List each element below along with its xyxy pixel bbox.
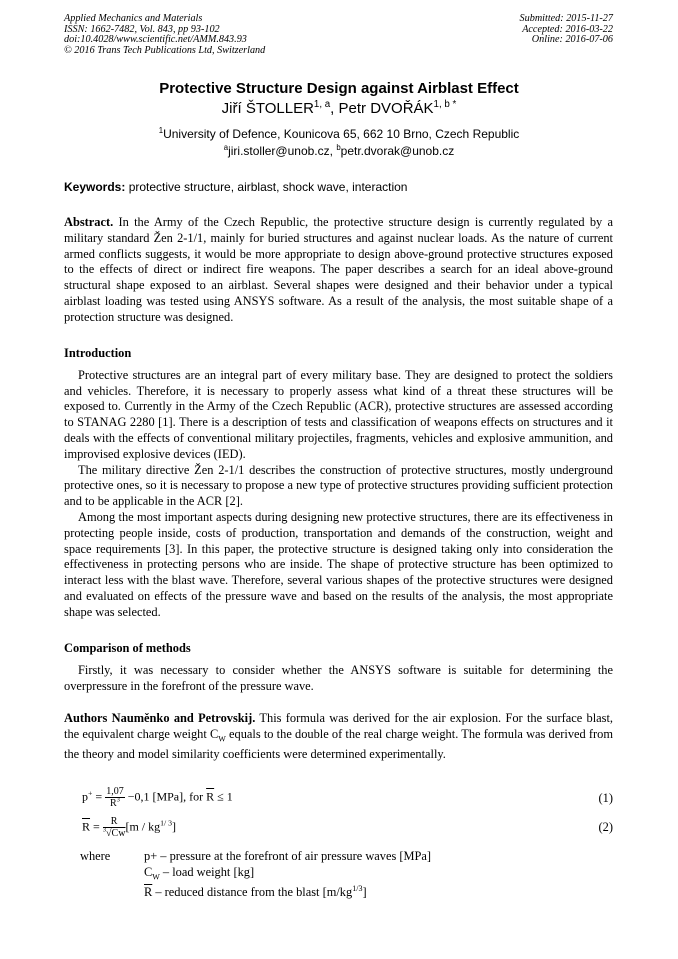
eq1-den: $\overline{R}$ [109, 798, 117, 809]
abstract [64, 215, 613, 326]
authors [0, 100, 678, 117]
abstract-text: In the Army of the Czech Republic, the protective structure design is currently regulated by a military standard Žen 2-1/1, mainly for buried structures and against nuclear loads. As the nature of current armed conflicts suggests, it would be more appropriate to design above-ground protective structures exposed to the effects of direct or indirect fire weapons. The paper describes a search for an ideal above-ground structural shape exposed to an airblast. Several shapes were designed and their behavior under a typical airblast loading was tested using ANSYS software. As a result of the analysis, the most suitable shape of a protection structure was designed. [64, 215, 613, 324]
eq1-eq: = [92, 789, 106, 804]
comparison-heading: Comparison of methods [64, 641, 191, 655]
intro-paragraph: Among the most important aspects during designing new protective structures, there are its effectiveness in protecting people inside, costs of production, transportation and demands of the construction, weight and space requirements [3]. In this paper, the protective structure is designed taking only into consideration the effectiveness in protecting persons who are inside. The shape of protective structure has been optimized to interact less with the blast wave. Therefore, several various shapes of the protective structures were designed and evaluated on effects of the pressure wave and based on the results of the analysis, the most appropriate shape was selected. [64, 509, 613, 619]
keywords-text: protective structure, airblast, shock wave, interaction [125, 180, 408, 194]
eq2-root-index: 3 [102, 826, 107, 834]
author-sep: , [330, 100, 339, 117]
copyright: © 2016 Trans Tech Publications Ltd, Switzerland [64, 44, 266, 56]
eq2-lhs: $\overline{R}$ [82, 819, 91, 834]
eq2-fraction: $\frac{R}{^3√Cw}$ [102, 816, 126, 839]
def-r-end: ] [362, 885, 367, 900]
def-p-sym: p+ [144, 849, 158, 863]
eq2-number: (2) [598, 820, 613, 834]
def-p-text: – pressure at the forefront of air pressure waves [MPa] [157, 849, 432, 863]
introduction-section [64, 346, 613, 621]
eq1-num: 1,07 [106, 786, 124, 797]
eq1-lhs-sup: + [88, 788, 93, 798]
eq1-fraction [105, 786, 125, 809]
email-b-sup: b [336, 143, 341, 152]
def-r-sym: $\overline{R}$ [144, 885, 153, 900]
def-cw-text: – load weight [kg] [159, 864, 255, 879]
eq2-eq: = [90, 819, 103, 834]
where-label: where [80, 849, 111, 863]
eq1-r: $\overline{R}$ [206, 789, 215, 804]
keywords-label: Keywords: [64, 180, 126, 194]
email-a[interactable]: jiri.stoller@unob.cz, [228, 144, 337, 158]
def-r-sup: 1/3 [352, 883, 363, 893]
def-p [144, 849, 431, 865]
author-1-sup: 1, a [313, 99, 331, 110]
comparison-section [64, 641, 613, 694]
submitted-date: Submitted: 2015-11-27 [519, 13, 613, 24]
method-label: Authors Nauměnko and Petrovskij. [64, 711, 256, 725]
intro-paragraph: The military directive Žen 2-1/1 describes the construction of protective structures, mostly underground protective ones, so it is necessary to propose a new type of protective structures providing sufficient protection and to be applicable in the ACR [2]. [64, 462, 613, 509]
dates-info [520, 14, 613, 46]
eq1-cond: ≤ 1 [214, 789, 233, 804]
eq2-num: R [103, 816, 126, 828]
affil-sup: 1 [158, 126, 164, 135]
abstract-label: Abstract. [64, 215, 114, 229]
method-text: This formula was derived for the air explosion. For the surface blast, the equivalent charge weight C [64, 711, 613, 741]
eq2-unit-sup: 1/ 3 [160, 818, 173, 828]
eq1-number: (1) [598, 791, 613, 805]
def-cw-sub: W [152, 872, 160, 882]
def-cw [144, 865, 431, 885]
eq2-unit-end: ] [172, 819, 177, 834]
emails [0, 144, 678, 158]
def-r-text: – reduced distance from the blast [m/kg [152, 885, 353, 900]
intro-paragraph: Protective structures are an integral part of every military base. They are designed to protect the soldiers and vehicles. Therefore, it is necessary to properly assess what kind of a threat these structures will be exposed to. Currently in the Army of the Czech Republic (ACR), protective structures are assessed according to STANAG 2280 [1]. There is a description of tests and classification of weapons effects on structures and it deals with the effects of conventional military projectiles, fragments, vehicles and explosive ammunition, and improvised explosive devices (IED). [64, 367, 613, 461]
journal-info [64, 14, 265, 56]
paper-title: Protective Structure Design against Airblast Effect [159, 80, 519, 97]
comparison-paragraph: Firstly, it was necessary to consider whether the ANSYS software is suitable for determining the overpressure in the forefront of the pressure wave. [64, 662, 613, 693]
method-text-2: equals to the double of the real charge weight. The formula was derived from the theory and model similarity coefficients were determined experimentally. [64, 726, 613, 762]
journal-name: Applied Mechanics and Materials [64, 13, 203, 24]
eq1-lhs: p [82, 789, 88, 804]
online-date: Online: 2016-07-06 [531, 34, 613, 46]
keywords [64, 180, 407, 194]
def-cw-sym: C [144, 864, 153, 879]
author-1: Jiří ŠTOLLER [221, 100, 314, 117]
eq2-den: Cw [111, 828, 126, 839]
equation-1 [82, 786, 233, 809]
author-2-sup: 1, b * [433, 99, 457, 110]
authors-formula-paragraph [64, 711, 613, 763]
email-a-sup: a [223, 143, 229, 152]
accepted-date: Accepted: 2016-03-22 [522, 23, 613, 35]
eq1-rest: −0,1 [MPa], for [124, 789, 207, 804]
eq2-unit: [m / kg [125, 819, 161, 834]
email-b[interactable]: petr.dvorak@unob.cz [340, 144, 455, 158]
author-2: Petr DVOŘÁK [338, 100, 434, 117]
method-sub: W [218, 734, 226, 744]
equation-2 [82, 816, 176, 839]
def-r [144, 885, 431, 901]
where-definitions [144, 849, 431, 901]
eq1-den-sup: 3 [116, 796, 120, 804]
doi: doi:10.4028/www.scientific.net/AMM.843.93 [64, 34, 247, 46]
issn: ISSN: 1662-7482, Vol. 843, pp 93-102 [64, 23, 220, 35]
affil-text: University of Defence, Kounicova 65, 662 10 Brno, Czech Republic [163, 127, 520, 141]
introduction-heading: Introduction [64, 346, 132, 360]
affiliation [0, 127, 678, 141]
